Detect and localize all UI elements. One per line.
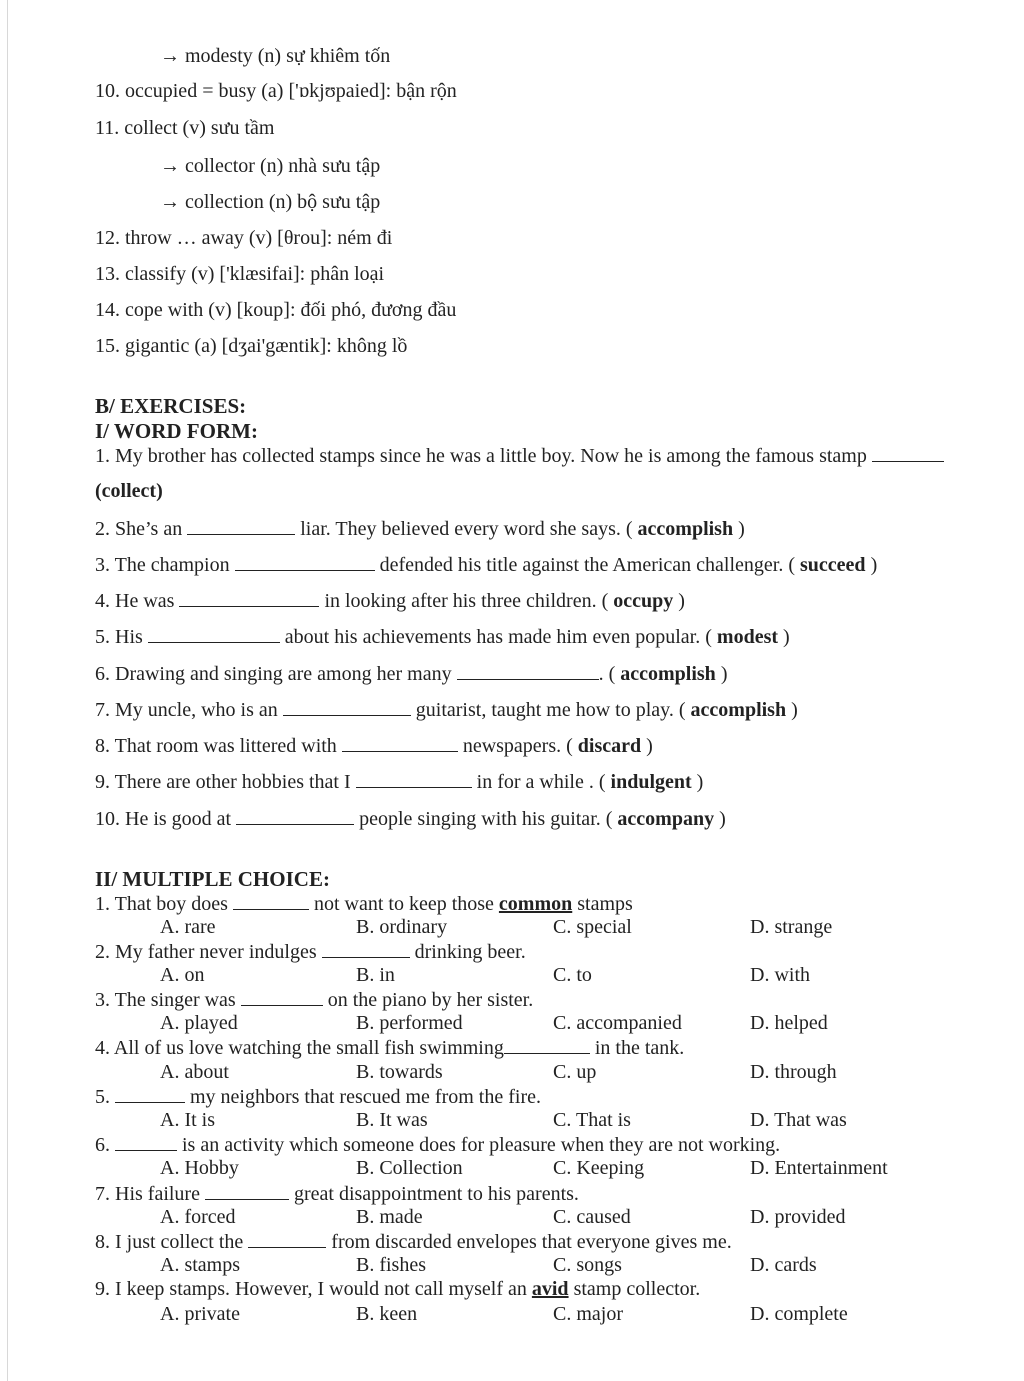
vocab-line: 12. throw … away (v) [θrou]: ném đi [95, 227, 393, 249]
option-c[interactable]: C. up [553, 1061, 597, 1083]
word-hint: accomplish [690, 699, 787, 721]
option-b[interactable]: B. made [356, 1206, 423, 1228]
option-d[interactable]: D. That was [750, 1109, 847, 1131]
answer-blank[interactable] [283, 697, 411, 716]
question-4: 4. All of us love watching the small fish swimming in the tank. [95, 1037, 685, 1059]
option-d[interactable]: D. cards [750, 1254, 817, 1276]
option-c[interactable]: C. That is [553, 1109, 631, 1131]
option-b[interactable]: B. ordinary [356, 916, 448, 938]
answer-blank[interactable] [457, 661, 599, 680]
option-a[interactable]: A. played [160, 1012, 238, 1034]
vocab-line: 13. classify (v) ['klæsifai]: phân loại [95, 263, 385, 285]
answer-blank[interactable] [148, 624, 280, 643]
multiple-choice-heading: II/ MULTIPLE CHOICE: [95, 867, 330, 891]
option-d[interactable]: D. strange [750, 916, 833, 938]
option-d[interactable]: D. helped [750, 1012, 828, 1034]
answer-blank[interactable] [322, 939, 410, 958]
word-hint: occupy [613, 590, 674, 612]
question-8: 8. I just collect the from discarded envelopes that everyone gives me. [95, 1231, 732, 1253]
option-b[interactable]: B. keen [356, 1303, 418, 1325]
option-b[interactable]: B. Collection [356, 1157, 463, 1179]
word-hint: discard [577, 735, 642, 757]
answer-blank[interactable] [235, 552, 375, 571]
option-a[interactable]: A. private [160, 1303, 240, 1325]
word-form-item: 1. My brother has collected stamps since he was a little boy. Now he is among the famous stamp [95, 443, 944, 468]
answer-blank[interactable] [872, 443, 944, 462]
option-d[interactable]: D. complete [750, 1303, 848, 1325]
option-a[interactable]: A. Hobby [160, 1157, 239, 1179]
option-c[interactable]: C. to [553, 964, 592, 986]
vocab-line: 10. occupied = busy (a) ['ɒkjʊpaied]: bận rộn [95, 80, 457, 102]
answer-blank[interactable] [115, 1084, 185, 1103]
answer-blank[interactable] [342, 733, 458, 752]
answer-blank[interactable] [248, 1229, 326, 1248]
answer-blank[interactable] [205, 1181, 289, 1200]
word-form-item: 9. There are other hobbies that I in for a while . ( indulgent ) [95, 771, 704, 793]
option-d[interactable]: D. Entertainment [750, 1157, 888, 1179]
option-c[interactable]: C. Keeping [553, 1157, 645, 1179]
option-a[interactable]: A. stamps [160, 1254, 240, 1276]
question-6: 6. is an activity which someone does for pleasure when they are not working. [95, 1134, 781, 1156]
option-a[interactable]: A. It is [160, 1109, 215, 1131]
option-d[interactable]: D. with [750, 964, 810, 986]
word-hint: accompany [617, 808, 715, 830]
option-c[interactable]: C. caused [553, 1206, 631, 1228]
option-a[interactable]: A. rare [160, 916, 216, 938]
vocab-line: → modesty (n) sự khiêm tốn [160, 45, 391, 67]
question-3: 3. The singer was on the piano by her sister. [95, 989, 534, 1011]
option-c[interactable]: C. major [553, 1303, 623, 1325]
word-hint: modest [716, 626, 779, 648]
option-b[interactable]: B. fishes [356, 1254, 426, 1276]
word-hint: accomplish [620, 663, 716, 685]
option-b[interactable]: B. towards [356, 1061, 443, 1083]
question-1: 1. That boy does not want to keep those common stamps [95, 893, 633, 915]
section-heading: B/ EXERCISES: [95, 394, 247, 418]
option-c[interactable]: C. special [553, 916, 632, 938]
option-b[interactable]: B. performed [356, 1012, 463, 1034]
option-a[interactable]: A. about [160, 1061, 229, 1083]
vocab-line: 11. collect (v) sưu tầm [95, 117, 275, 139]
page-edge [7, 0, 8, 1381]
word-form-item: 7. My uncle, who is an guitarist, taught me how to play. ( accomplish ) [95, 699, 798, 721]
word-hint: (collect) [95, 480, 163, 502]
answer-blank[interactable] [179, 588, 319, 607]
word-form-item: 8. That room was littered with newspapers. ( discard ) [95, 735, 653, 757]
word-hint: indulgent [610, 771, 692, 793]
question-9: 9. I keep stamps. However, I would not call myself an avid stamp collector. [95, 1278, 701, 1300]
word-form-item: 10. He is good at people singing with his guitar. ( accompany ) [95, 808, 726, 830]
word-form-item: 4. He was in looking after his three children. ( occupy ) [95, 590, 685, 612]
option-d[interactable]: D. provided [750, 1206, 846, 1228]
answer-blank[interactable] [233, 891, 309, 910]
question-2: 2. My father never indulges drinking beer. [95, 941, 526, 963]
word-hint: succeed [800, 554, 866, 576]
question-5: 5. my neighbors that rescued me from the fire. [95, 1086, 541, 1108]
option-b[interactable]: B. It was [356, 1109, 428, 1131]
option-c[interactable]: C. accompanied [553, 1012, 682, 1034]
word-form-heading: I/ WORD FORM: [95, 419, 258, 443]
word-hint: accomplish [637, 518, 734, 540]
option-a[interactable]: A. forced [160, 1206, 236, 1228]
answer-blank[interactable] [187, 516, 295, 535]
option-a[interactable]: A. on [160, 964, 205, 986]
answer-blank[interactable] [356, 769, 472, 788]
option-b[interactable]: B. in [356, 964, 395, 986]
word-form-item: 2. She’s an liar. They believed every word she says. ( accomplish ) [95, 518, 745, 540]
word-form-item: 5. His about his achievements has made him even popular. ( modest ) [95, 626, 790, 648]
answer-blank[interactable] [504, 1035, 590, 1054]
vocab-line: → collection (n) bộ sưu tập [160, 191, 381, 213]
answer-blank[interactable] [236, 806, 354, 825]
option-d[interactable]: D. through [750, 1061, 837, 1083]
word-form-item: 3. The champion defended his title against the American challenger. ( succeed ) [95, 554, 878, 576]
answer-blank[interactable] [241, 987, 323, 1006]
answer-blank[interactable] [115, 1132, 177, 1151]
vocab-line: 15. gigantic (a) [dʒai'gæntik]: không lồ [95, 335, 408, 357]
option-c[interactable]: C. songs [553, 1254, 622, 1276]
vocab-line: → collector (n) nhà sưu tập [160, 155, 381, 177]
vocab-line: 14. cope with (v) [koup]: đối phó, đương đầu [95, 299, 457, 321]
question-7: 7. His failure great disappointment to his parents. [95, 1183, 579, 1205]
word-form-item: 6. Drawing and singing are among her many . ( accomplish ) [95, 663, 728, 685]
